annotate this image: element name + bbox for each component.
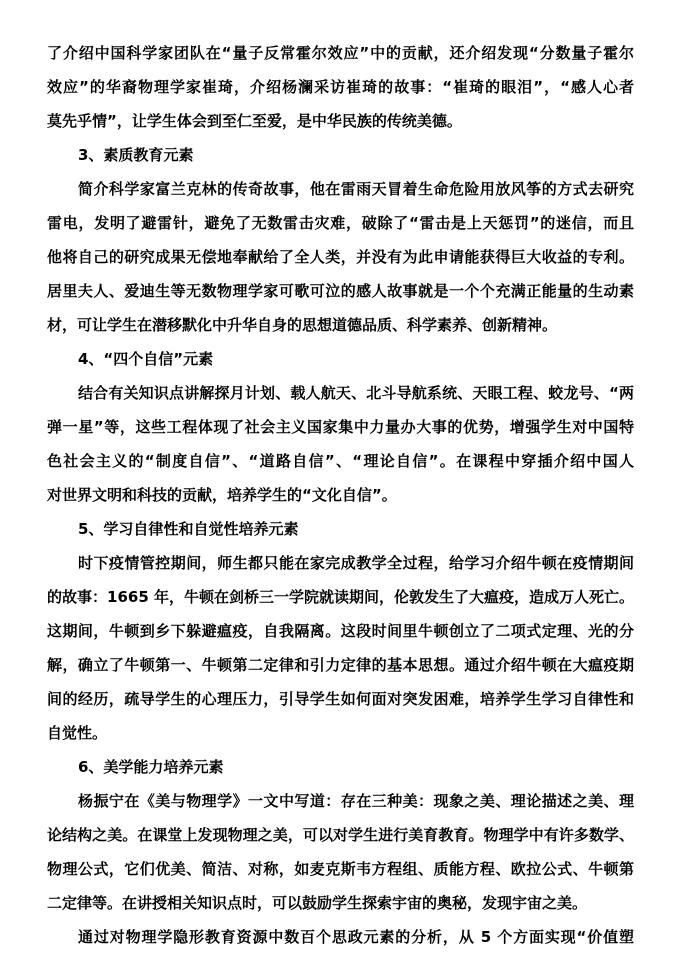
text-line: 间的经历，疏导学生的心理压力，引导学生如何面对突发困难，培养学生学习自律性和 (47, 690, 634, 708)
text-line: 自觉性。 (47, 724, 108, 742)
text-line: 色社会主义的“制度自信”、“道路自信”、“理论自信”。在课程中穿插介绍中国人 (47, 452, 634, 470)
section-heading-4: 4、“四个自信”元素 (78, 350, 214, 368)
text-line: 材，可让学生在潜移默化中升华自身的思想道德品质、科学素养、创新精神。 (47, 316, 558, 334)
text-line: 居里夫人、爱迪生等无数物理学家可歌可泣的感人故事就是一个个充满正能量的生动素 (47, 282, 634, 300)
text-line: 结合有关知识点讲解探月计划、载人航天、北斗导航系统、天眼工程、蛟龙号、“两 (78, 384, 634, 402)
text-line: 的故事：1665 年，牛顿在剑桥三一学院就读期间，伦敦发生了大瘟疫，造成万人死亡。 (47, 588, 634, 606)
text-line: 简介科学家富兰克林的传奇故事，他在雷雨天冒着生命危险用放风筝的方式去研究 (78, 180, 634, 198)
text-line: 二定律等。在讲授相关知识点时，可以鼓励学生探索宇宙的奥秘，发现宇宙之美。 (47, 894, 588, 912)
text-line: 论结构之美。在课堂上发现物理之美，可以对学生进行美育教育。物理学中有许多数学、 (47, 826, 634, 844)
text-line: 了介绍中国科学家团队在“量子反常霍尔效应”中的贡献，还介绍发现“分数量子霍尔 (47, 44, 634, 62)
text-line: 效应”的华裔物理学家崔琦，介绍杨澜采访崔琦的故事：“崔琦的眼泪”，“感人心者 (47, 78, 634, 96)
text-line: 杨振宁在《美与物理学》一文中写道：存在三种美：现象之美、理论描述之美、理 (78, 792, 634, 810)
text-line: 雷电，发明了避雷针，避免了无数雷击灾难，破除了“雷击是上天惩罚”的迷信，而且 (47, 214, 634, 232)
text-line: 这期间，牛顿到乡下躲避瘟疫，自我隔离。这段时间里牛顿创立了二项式定理、光的分 (47, 622, 634, 640)
text-line: 物理公式，它们优美、简洁、对称，如麦克斯韦方程组、质能方程、欧拉公式、牛顿第 (47, 860, 634, 878)
text-line: 莫先乎情”，让学生体会到至仁至爱，是中华民族的传统美德。 (47, 112, 462, 130)
text-line: 对世界文明和科技的贡献，培养学生的“文化自信”。 (47, 486, 397, 504)
text-line: 弹一星”等，这些工程体现了社会主义国家集中力量办大事的优势，增强学生对中国特 (47, 418, 634, 436)
section-heading-5: 5、学习自律性和自觉性培养元素 (78, 520, 299, 538)
text-line: 通过对物理学隐形教育资源中数百个思政元素的分析，从 5 个方面实现“价值塑 (78, 928, 634, 946)
section-heading-3: 3、素质教育元素 (78, 146, 194, 164)
text-line: 时下疫情管控期间，师生都只能在家完成教学全过程，给学习介绍牛顿在疫情期间 (78, 554, 634, 572)
text-line: 解，确立了牛顿第一、牛顿第二定律和引力定律的基本思想。通过介绍牛顿在大瘟疫期 (47, 656, 634, 674)
section-heading-6: 6、美学能力培养元素 (78, 758, 224, 776)
text-line: 他将自己的研究成果无偿地奉献给了全人类，并没有为此申请能获得巨大收益的专利。 (47, 248, 634, 266)
